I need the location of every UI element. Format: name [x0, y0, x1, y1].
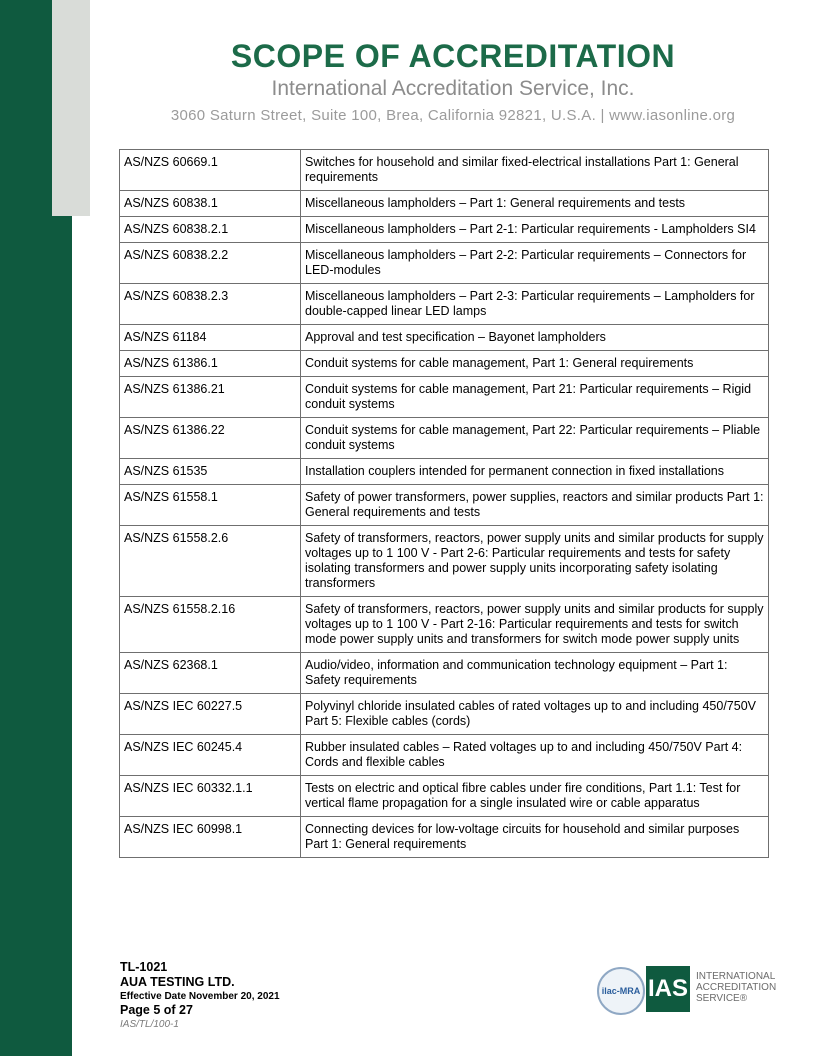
standard-cell: AS/NZS 61386.21	[120, 377, 301, 418]
description-cell: Miscellaneous lampholders – Part 1: General requirements and tests	[301, 191, 769, 217]
standard-cell: AS/NZS 61386.22	[120, 418, 301, 459]
table-row	[120, 526, 769, 597]
standard-cell: AS/NZS 61535	[120, 459, 301, 485]
table-row	[120, 776, 769, 817]
table-row	[120, 284, 769, 325]
description-cell: Miscellaneous lampholders – Part 2-3: Particular requirements – Lampholders for double-capped linear LED lamps	[301, 284, 769, 325]
description-cell: Polyvinyl chloride insulated cables of rated voltages up to and including 450/750V Part 5: Flexible cables (cords)	[301, 694, 769, 735]
description-cell: Conduit systems for cable management, Part 21: Particular requirements – Rigid conduit systems	[301, 377, 769, 418]
standard-cell: AS/NZS IEC 60227.5	[120, 694, 301, 735]
standard-cell: AS/NZS IEC 60245.4	[120, 735, 301, 776]
standard-cell: AS/NZS 60838.2.2	[120, 243, 301, 284]
ias-logo-text	[696, 971, 776, 1004]
ias-logo-text-line: ACCREDITATION	[696, 982, 777, 993]
description-cell: Safety of transformers, reactors, power supply units and similar products for supply voltages up to 1 100 V - Part 2-6: Particular requirements and tests for safety isolating transformers and power supply units incorporating safety isolating transformers	[301, 526, 769, 597]
table-row	[120, 325, 769, 351]
company-name: AUA TESTING LTD.	[120, 975, 235, 989]
scope-table	[119, 149, 769, 858]
table-row	[120, 191, 769, 217]
left-grey-block	[52, 0, 90, 216]
table-row	[120, 418, 769, 459]
table-row	[120, 351, 769, 377]
organization-address: 3060 Saturn Street, Suite 100, Brea, California 92821, U.S.A. | www.iasonline.org	[170, 107, 736, 124]
description-cell: Safety of transformers, reactors, power supply units and similar products for supply voltages up to 1 100 V - Part 2-16: Particular requirements and tests for switch mode power supply units and transformers for switch mode power supply units	[301, 597, 769, 653]
effective-date: Effective Date November 20, 2021	[120, 991, 280, 1002]
table-row	[120, 817, 769, 858]
certificate-number: TL-1021	[120, 960, 168, 974]
description-cell: Approval and test specification – Bayonet lampholders	[301, 325, 769, 351]
standard-cell: AS/NZS 61386.1	[120, 351, 301, 377]
standard-cell: AS/NZS 60669.1	[120, 150, 301, 191]
description-cell: Safety of power transformers, power supplies, reactors and similar products Part 1: General requirements and tests	[301, 485, 769, 526]
footer	[120, 960, 280, 1031]
standard-cell: AS/NZS 60838.2.1	[120, 217, 301, 243]
standard-cell: AS/NZS 61558.2.16	[120, 597, 301, 653]
standard-cell: AS/NZS 61558.1	[120, 485, 301, 526]
table-row	[120, 459, 769, 485]
table-row	[120, 485, 769, 526]
table-row	[120, 597, 769, 653]
standard-cell: AS/NZS 60838.2.3	[120, 284, 301, 325]
description-cell: Tests on electric and optical fibre cables under fire conditions, Part 1.1: Test for vertical flame propagation for a single insulated wire or cable apparatus	[301, 776, 769, 817]
form-code: IAS/TL/100-1	[120, 1019, 179, 1030]
description-cell: Conduit systems for cable management, Part 22: Particular requirements – Pliable conduit systems	[301, 418, 769, 459]
description-cell: Audio/video, information and communication technology equipment – Part 1: Safety requirements	[301, 653, 769, 694]
description-cell: Miscellaneous lampholders – Part 2-2: Particular requirements – Connectors for LED-modules	[301, 243, 769, 284]
standard-cell: AS/NZS IEC 60998.1	[120, 817, 301, 858]
page-number: Page 5 of 27	[120, 1003, 193, 1017]
standard-cell: AS/NZS IEC 60332.1.1	[120, 776, 301, 817]
standard-cell: AS/NZS 61558.2.6	[120, 526, 301, 597]
standard-cell: AS/NZS 61184	[120, 325, 301, 351]
ilac-mra-logo: ilac-MRA	[597, 967, 645, 1015]
table-row	[120, 217, 769, 243]
table-row	[120, 694, 769, 735]
table-row	[120, 243, 769, 284]
description-cell: Installation couplers intended for permanent connection in fixed installations	[301, 459, 769, 485]
table-row	[120, 150, 769, 191]
description-cell: Rubber insulated cables – Rated voltages up to and including 450/750V Part 4: Cords and flexible cables	[301, 735, 769, 776]
organization-name: International Accreditation Service, Inc.	[271, 77, 635, 100]
table-row	[120, 653, 769, 694]
ias-logo-text-line: INTERNATIONAL	[696, 971, 776, 982]
table-row	[120, 377, 769, 418]
description-cell: Connecting devices for low-voltage circuits for household and similar purposes Part 1: General requirements	[301, 817, 769, 858]
description-cell: Miscellaneous lampholders – Part 2-1: Particular requirements - Lampholders SI4	[301, 217, 769, 243]
description-cell: Switches for household and similar fixed-electrical installations Part 1: General requirements	[301, 150, 769, 191]
table-row	[120, 735, 769, 776]
description-cell: Conduit systems for cable management, Part 1: General requirements	[301, 351, 769, 377]
ias-logo: IAS	[646, 966, 690, 1012]
ias-logo-text-line: SERVICE®	[696, 993, 748, 1004]
standard-cell: AS/NZS 62368.1	[120, 653, 301, 694]
page-title: SCOPE OF ACCREDITATION	[230, 38, 676, 74]
standard-cell: AS/NZS 60838.1	[120, 191, 301, 217]
